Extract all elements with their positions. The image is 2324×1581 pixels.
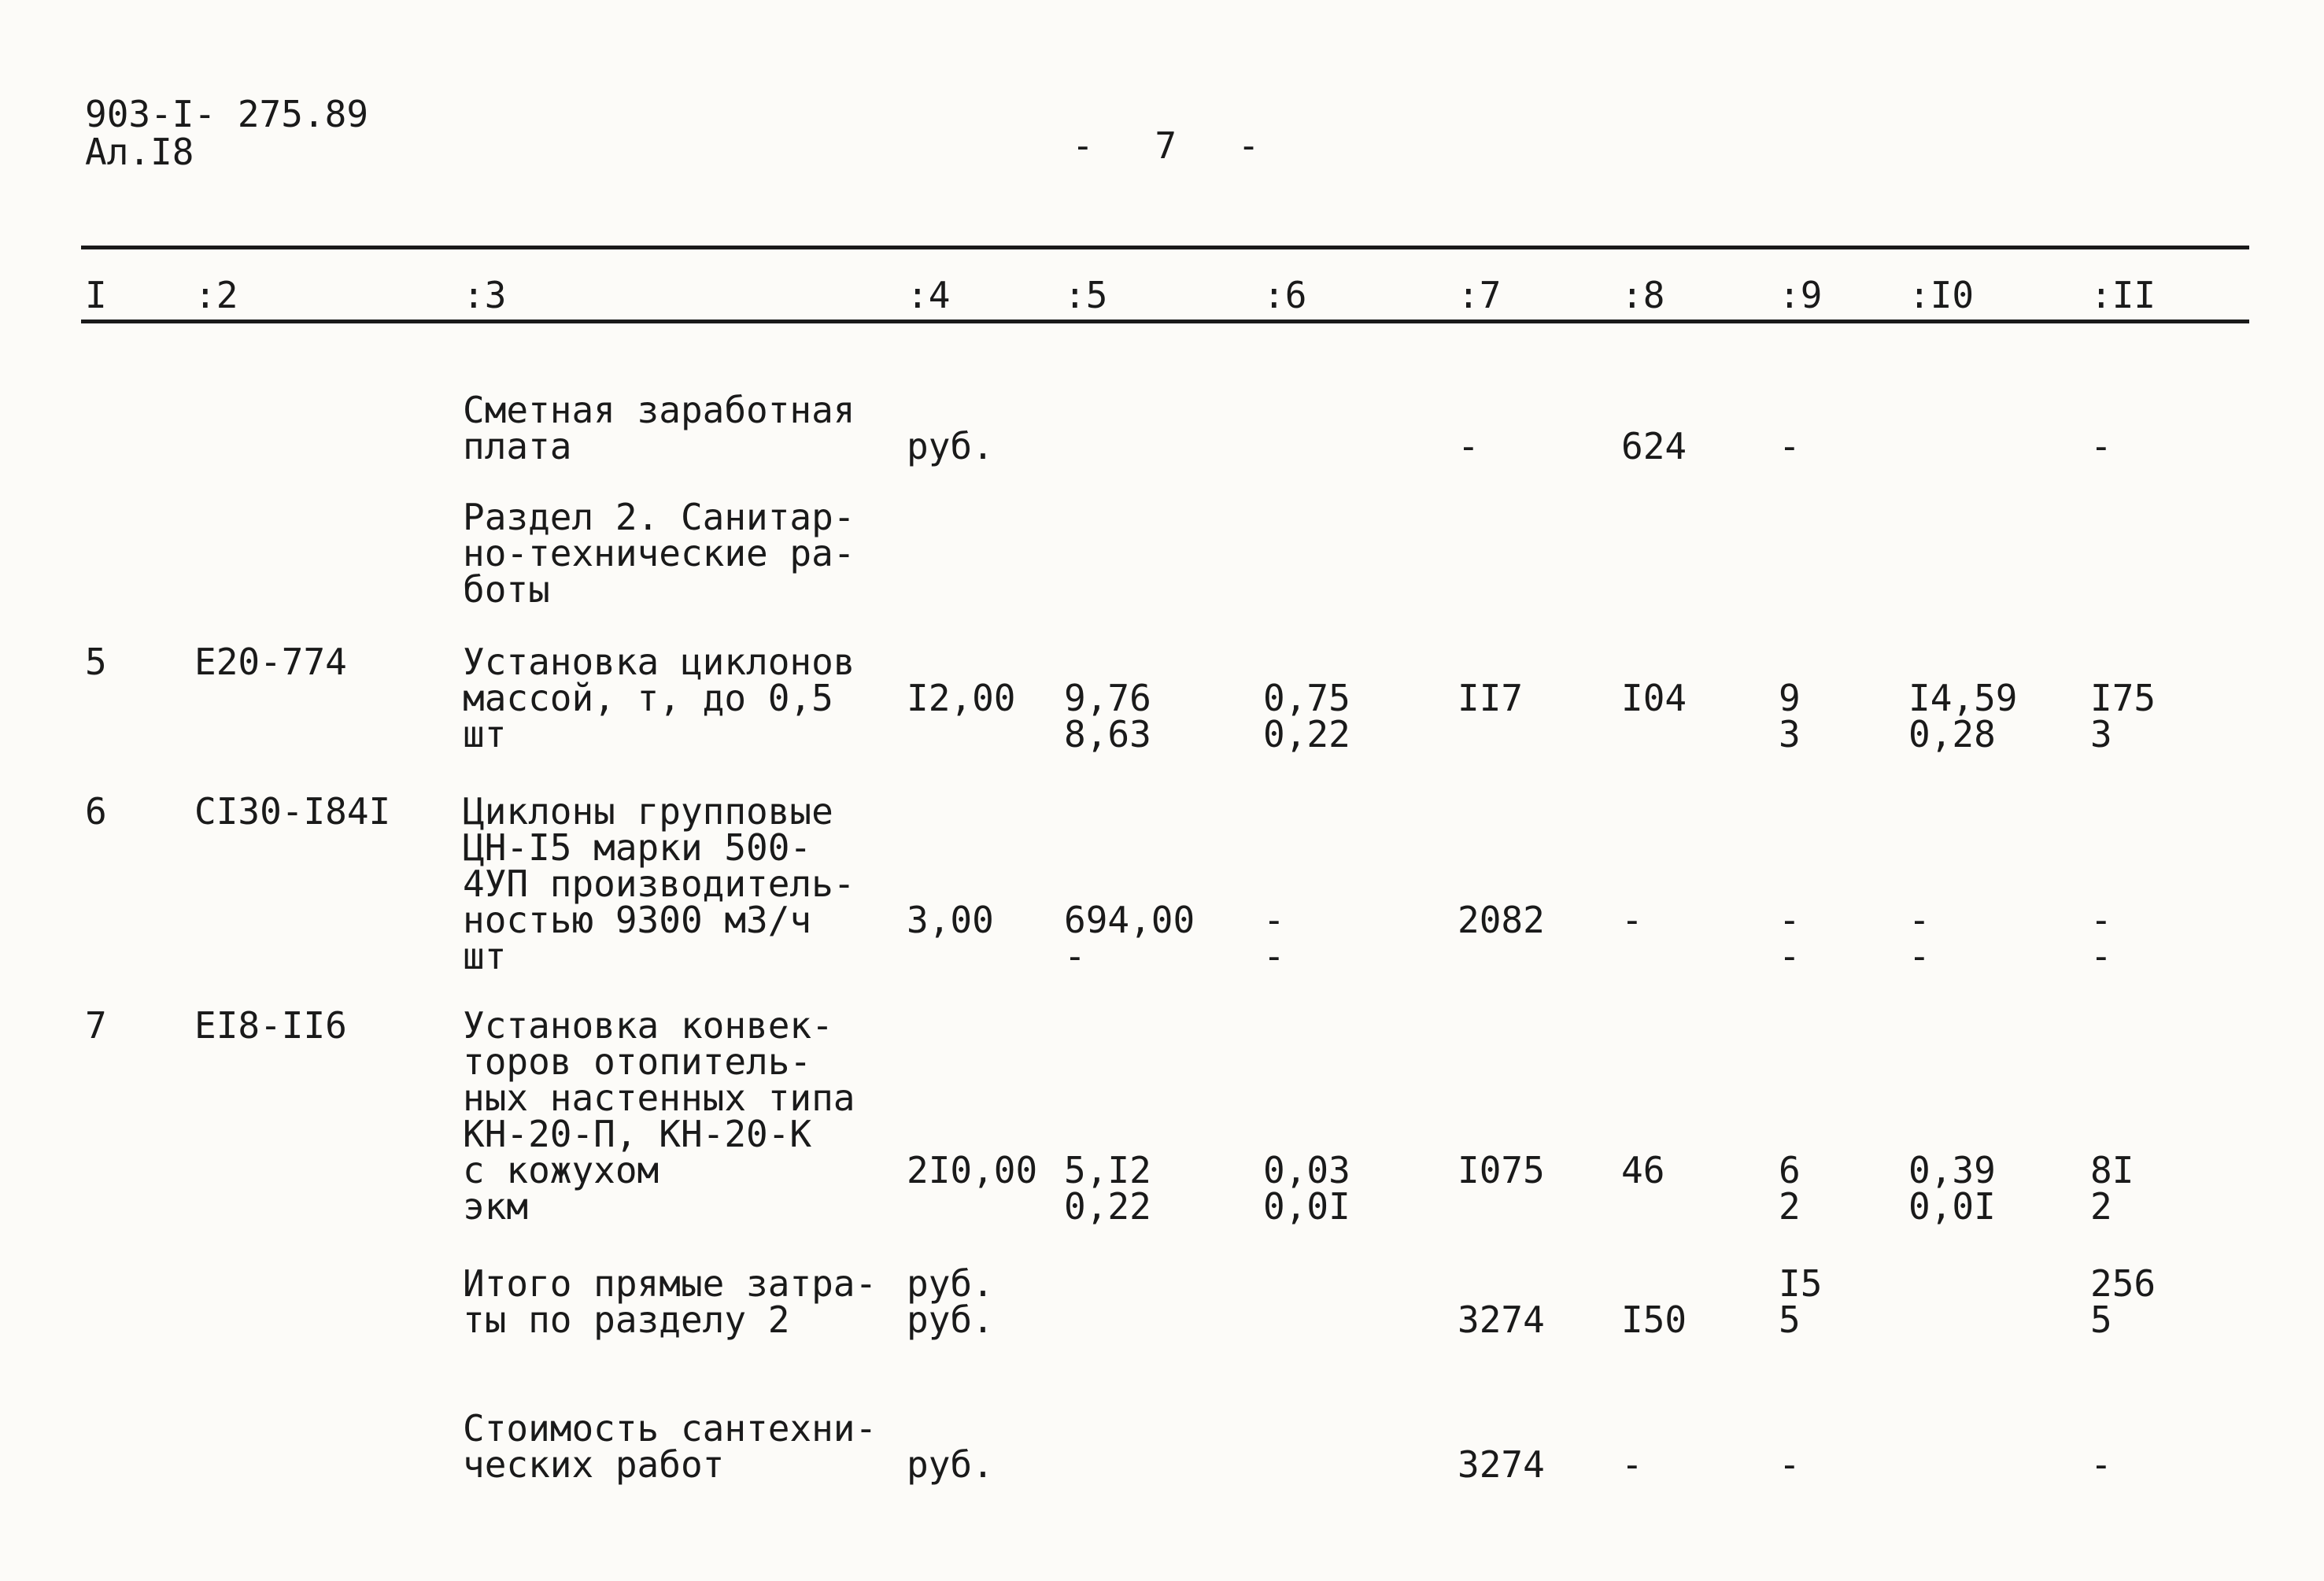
table-cell-c8 (1621, 1443, 1643, 1486)
cell-line: 3,00 (907, 899, 994, 941)
table-cell-desc (463, 1004, 855, 1228)
cell-line: ностью 9300 м3/ч (463, 899, 812, 941)
cell-line: 8,63 (1064, 713, 1151, 755)
cell-line: 0,03 (1263, 1149, 1350, 1191)
document-code: 903-I- 275.89 (85, 93, 369, 135)
cell-line: 0,75 (1263, 677, 1350, 719)
cell-line: 3274 (1458, 1298, 1545, 1341)
table-cell-desc (463, 496, 855, 611)
cell-line: ЦН-I5 марки 500- (463, 826, 812, 869)
table-cell-c8 (1621, 1149, 1665, 1191)
sheet-number: Ал.I8 (85, 131, 194, 173)
table-header-rule (81, 320, 2249, 323)
cell-line: 0,22 (1263, 713, 1350, 755)
cell-line: Стоимость сантехни- (463, 1407, 878, 1450)
cell-line: руб. (907, 1262, 994, 1305)
cell-line: 7 (85, 1004, 107, 1047)
cell-line: - (1263, 935, 1285, 977)
cell-line: шт (463, 935, 507, 977)
cell-line: 9,76 (1064, 677, 1151, 719)
cell-line: - (1908, 935, 1931, 977)
table-cell-c5 (1064, 1149, 1151, 1228)
table-cell-c11 (2090, 1443, 2112, 1486)
table-cell-c8 (1621, 677, 1687, 719)
cell-line: 3 (2090, 713, 2112, 755)
cell-line: Раздел 2. Санитар- (463, 496, 855, 538)
table-cell-desc (463, 790, 855, 977)
cell-line: но-технические ра- (463, 532, 855, 574)
cell-line: I75 (2090, 677, 2156, 719)
table-cell-c4 (907, 1443, 994, 1486)
column-header-1: I (85, 274, 107, 316)
column-header-2: :2 (194, 274, 238, 316)
cell-line: 3 (1779, 713, 1801, 755)
cell-line: 46 (1621, 1149, 1665, 1191)
table-top-rule (81, 246, 2249, 249)
table-cell-num (85, 790, 107, 833)
cell-line: - (1779, 899, 1801, 941)
table-cell-c4 (907, 1262, 994, 1341)
cell-line: руб. (907, 425, 994, 467)
column-header-7: :7 (1458, 274, 1502, 316)
cell-line: 0,22 (1064, 1185, 1151, 1228)
cell-line: II7 (1458, 677, 1524, 719)
cell-line: руб. (907, 1298, 994, 1341)
cell-line: 2082 (1458, 899, 1545, 941)
cell-line: 6 (1779, 1149, 1801, 1191)
cell-line: - (1263, 899, 1285, 941)
column-header-8: :8 (1621, 274, 1665, 316)
table-cell-c11 (2090, 899, 2112, 977)
cell-line: CI30-I84I (194, 790, 391, 833)
table-cell-c8 (1621, 1298, 1687, 1341)
cell-line: I2,00 (907, 677, 1016, 719)
cell-line: 5 (2090, 1298, 2112, 1341)
table-cell-c9 (1779, 1262, 1823, 1341)
cell-line: I04 (1621, 677, 1687, 719)
cell-line: - (1064, 935, 1086, 977)
table-cell-desc (463, 1407, 878, 1486)
table-cell-c4 (907, 677, 1016, 719)
table-cell-c5 (1064, 899, 1195, 977)
column-header-9: :9 (1779, 274, 1823, 316)
cell-line: Итого прямые затра- (463, 1262, 878, 1305)
cell-line: - (1779, 1443, 1801, 1486)
cell-line: - (2090, 1443, 2112, 1486)
column-header-10: :I0 (1908, 274, 1975, 316)
cell-line: ческих работ (463, 1443, 725, 1486)
table-cell-c10 (1908, 677, 2018, 755)
cell-line: E20-774 (194, 641, 347, 683)
table-cell-code (194, 1004, 347, 1047)
page-number: - 7 - (1072, 124, 1260, 167)
table-cell-c5 (1064, 677, 1151, 755)
table-cell-code (194, 641, 347, 683)
table-cell-c10 (1908, 1149, 1996, 1228)
cell-line: - (1779, 425, 1801, 467)
cell-line: - (1621, 1443, 1643, 1486)
table-cell-desc (463, 1262, 878, 1341)
table-cell-c7 (1458, 677, 1524, 719)
cell-line: 9 (1779, 677, 1801, 719)
table-cell-num (85, 1004, 107, 1047)
table-cell-c11 (2090, 425, 2112, 467)
column-header-5: :5 (1064, 274, 1108, 316)
cell-line: 2 (1779, 1185, 1801, 1228)
cell-line: 4УП производитель- (463, 863, 855, 905)
cell-line: 256 (2090, 1262, 2156, 1305)
table-cell-c9 (1779, 1443, 1801, 1486)
table-cell-c4 (907, 425, 994, 467)
table-cell-c4 (907, 899, 994, 941)
cell-line: I5 (1779, 1262, 1823, 1305)
table-cell-code (194, 790, 391, 833)
table-cell-c8 (1621, 425, 1687, 467)
table-cell-c7 (1458, 1149, 1545, 1191)
cell-line: 3274 (1458, 1443, 1545, 1486)
cell-line: ты по разделу 2 (463, 1298, 790, 1341)
cell-line: 624 (1621, 425, 1687, 467)
cell-line: массой, т, до 0,5 (463, 677, 833, 719)
table-cell-c9 (1779, 677, 1801, 755)
table-cell-c6 (1263, 677, 1350, 755)
table-cell-c4 (907, 1149, 1038, 1191)
table-cell-c10 (1908, 899, 1931, 977)
cell-line: I50 (1621, 1298, 1687, 1341)
table-cell-c9 (1779, 425, 1801, 467)
table-cell-c9 (1779, 899, 1801, 977)
table-cell-c8 (1621, 899, 1643, 941)
cell-line: 8I (2090, 1149, 2134, 1191)
cell-line: боты (463, 568, 550, 611)
column-header-11: :II (2090, 274, 2156, 316)
table-cell-c7 (1458, 425, 1480, 467)
cell-line: Циклоны групповые (463, 790, 833, 833)
table-cell-c11 (2090, 1149, 2134, 1228)
cell-line: Установка конвек- (463, 1004, 833, 1047)
cell-line: - (1621, 899, 1643, 941)
column-header-4: :4 (907, 274, 951, 316)
cell-line: 2I0,00 (907, 1149, 1038, 1191)
cell-line: 5 (85, 641, 107, 683)
table-cell-num (85, 641, 107, 683)
cell-line: торов отопитель- (463, 1040, 812, 1083)
cell-line: руб. (907, 1443, 994, 1486)
cell-line: - (2090, 935, 2112, 977)
cell-line: ных настенных типа (463, 1077, 855, 1119)
column-header-3: :3 (463, 274, 507, 316)
table-cell-c6 (1263, 1149, 1350, 1228)
cell-line: EI8-II6 (194, 1004, 347, 1047)
cell-line: I075 (1458, 1149, 1545, 1191)
cell-line: 0,39 (1908, 1149, 1996, 1191)
table-cell-c9 (1779, 1149, 1801, 1228)
cell-line: 6 (85, 790, 107, 833)
cell-line: шт (463, 713, 507, 755)
cell-line: 0,0I (1263, 1185, 1350, 1228)
cell-line: 0,0I (1908, 1185, 1996, 1228)
table-cell-c7 (1458, 899, 1545, 941)
cell-line: 0,28 (1908, 713, 1996, 755)
cell-line: 694,00 (1064, 899, 1195, 941)
cell-line: - (1908, 899, 1931, 941)
table-cell-desc (463, 641, 855, 755)
table-cell-c11 (2090, 677, 2156, 755)
table-cell-c7 (1458, 1443, 1545, 1486)
column-header-6: :6 (1263, 274, 1307, 316)
cell-line: 2 (2090, 1185, 2112, 1228)
cell-line: экм (463, 1185, 529, 1228)
cell-line: - (2090, 425, 2112, 467)
cell-line: I4,59 (1908, 677, 2018, 719)
cell-line: Установка циклонов (463, 641, 855, 683)
table-cell-c7 (1458, 1298, 1545, 1341)
cell-line: - (2090, 899, 2112, 941)
table-cell-c6 (1263, 899, 1285, 977)
cell-line: КН-20-П, КН-20-К (463, 1113, 812, 1155)
cell-line: - (1779, 935, 1801, 977)
cell-line: 5,I2 (1064, 1149, 1151, 1191)
cell-line: - (1458, 425, 1480, 467)
cell-line: 5 (1779, 1298, 1801, 1341)
cell-line: с кожухом (463, 1149, 660, 1191)
table-cell-desc (463, 389, 855, 467)
table-cell-c11 (2090, 1262, 2156, 1341)
cell-line: плата (463, 425, 572, 467)
cell-line: Сметная заработная (463, 389, 855, 431)
